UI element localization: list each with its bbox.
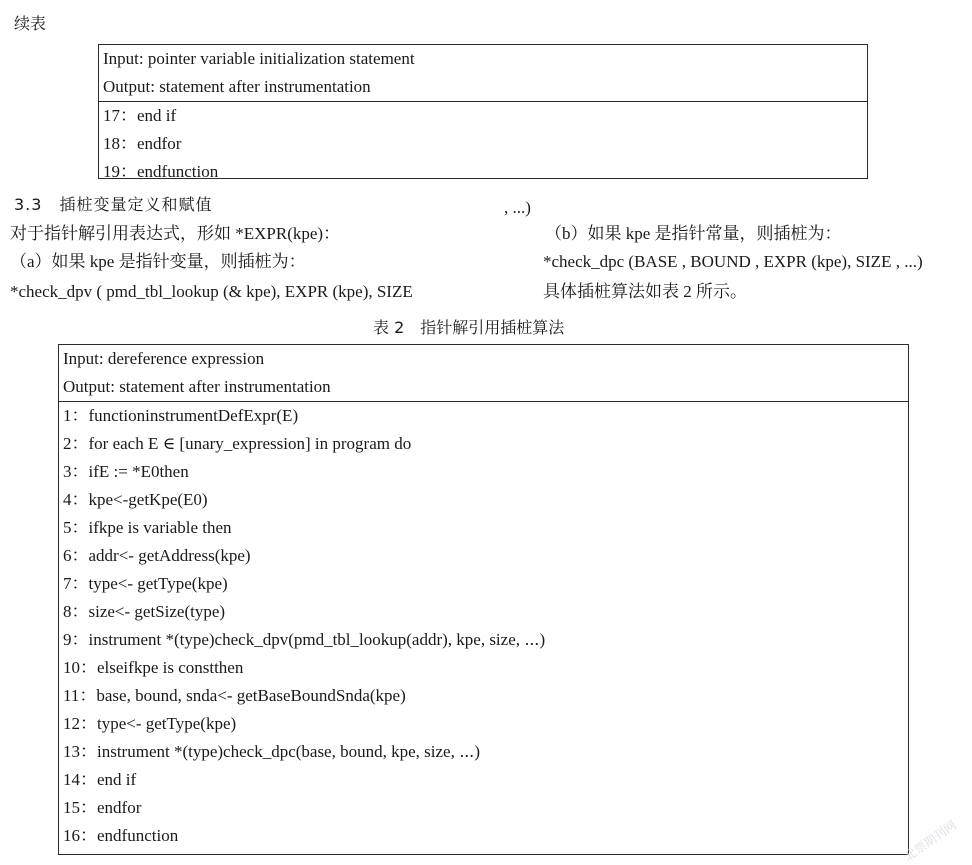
table2-line: 5：ifkpe is variable then <box>63 518 232 537</box>
table2-caption: 表 2 指针解引用插桩算法 <box>373 318 565 337</box>
table1-header <box>99 45 867 102</box>
table2-line: 12：type<- getType(kpe) <box>63 714 237 733</box>
table2-line: 8：size<- getSize(type) <box>63 602 226 621</box>
table2-input: Input: dereference expression <box>63 349 265 368</box>
table1-line: 17：end if <box>103 106 177 125</box>
algorithm-table-2 <box>58 344 909 855</box>
table1-line: 18：endfor <box>103 134 182 153</box>
table1-line: 19：endfunction <box>103 162 219 181</box>
table2-line: 11：base, bound, snda<- getBaseBoundSnda(kpe) <box>63 686 406 705</box>
table1-output: Output: statement after instrumentation <box>103 77 371 96</box>
right-para-line: *check_dpc (BASE , BOUND , EXPR (kpe), SIZE , ...) <box>543 252 923 271</box>
right-para-line: （b）如果 kpe 是指针常量，则插桩为： <box>545 224 842 243</box>
table2-line: 7：type<- getType(kpe) <box>63 574 228 593</box>
table1-body <box>99 102 867 186</box>
watermark: 北票期刊网 <box>901 817 959 864</box>
table2-line: 14：end if <box>63 770 137 789</box>
table2-line: 1：functioninstrumentDefExpr(E) <box>63 406 299 425</box>
continued-label: 续表 <box>14 14 47 33</box>
left-para-line: （a）如果 kpe 是指针变量，则插桩为： <box>10 252 306 271</box>
left-para-line: *check_dpv ( pmd_tbl_lookup (& kpe), EXPR (kpe), SIZE <box>10 282 413 301</box>
right-para-line: 具体插桩算法如表 2 所示。 <box>543 282 747 301</box>
table2-line: 2：for each E ∈ [unary_expression] in program do <box>63 434 412 453</box>
table2-body <box>59 402 908 850</box>
table2-line: 6：addr<- getAddress(kpe) <box>63 546 251 565</box>
right-para-line: , ...) <box>504 198 531 217</box>
table2-line: 4：kpe<-getKpe(E0) <box>63 490 208 509</box>
section-heading: 3.3 插桩变量定义和赋值 <box>14 195 213 214</box>
table2-output: Output: statement after instrumentation <box>63 377 331 396</box>
table1-input: Input: pointer variable initialization statement <box>103 49 415 68</box>
table2-line: 15：endfor <box>63 798 142 817</box>
table2-line: 9：instrument *(type)check_dpv(pmd_tbl_lookup(addr), kpe, size, ⋯) <box>63 630 546 649</box>
table2-line: 13：instrument *(type)check_dpc(base, bound, kpe, size, ⋯) <box>63 742 481 761</box>
table2-line: 3：ifE := *E0then <box>63 462 189 481</box>
table2-header <box>59 345 908 402</box>
table2-line: 16：endfunction <box>63 826 179 845</box>
table2-line: 10：elseifkpe is constthen <box>63 658 244 677</box>
algorithm-table-1 <box>98 44 868 179</box>
left-para-line: 对于指针解引用表达式，形如 *EXPR(kpe)： <box>10 224 341 243</box>
